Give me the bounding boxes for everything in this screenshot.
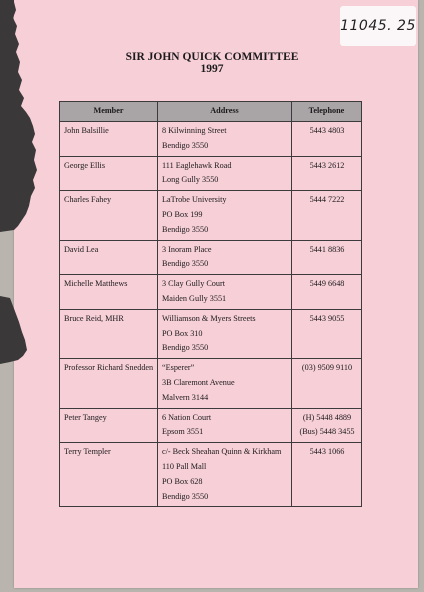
member-name: Michelle Matthews bbox=[60, 275, 158, 310]
table-row bbox=[60, 309, 362, 358]
address-line: Bendigo 3550 bbox=[162, 343, 209, 353]
address-line: 8 Kilwinning Street bbox=[162, 126, 227, 135]
table-row bbox=[60, 122, 362, 157]
archive-reference-tag bbox=[340, 6, 416, 46]
address-line: 110 Pall Mall bbox=[162, 461, 207, 471]
column-header-member: Member bbox=[60, 102, 158, 122]
address-line: Bendigo 3550 bbox=[162, 491, 209, 501]
member-address bbox=[158, 122, 292, 157]
member-telephone bbox=[292, 408, 362, 443]
member-address bbox=[158, 443, 292, 507]
member-name: Terry Templer bbox=[60, 443, 158, 507]
address-line: Bendigo 3550 bbox=[162, 140, 209, 150]
member-telephone bbox=[292, 275, 362, 310]
address-line: Long Gully 3550 bbox=[162, 175, 219, 185]
member-telephone bbox=[292, 359, 362, 408]
telephone-number: (H) 5448 4889 bbox=[302, 412, 352, 422]
committee-members-table bbox=[59, 101, 362, 507]
member-name: George Ellis bbox=[60, 156, 158, 191]
telephone-number: 5443 1066 bbox=[309, 447, 345, 457]
address-line: PO Box 310 bbox=[162, 328, 203, 338]
member-address bbox=[158, 240, 292, 275]
member-telephone bbox=[292, 240, 362, 275]
column-header-address: Address bbox=[158, 102, 292, 122]
address-line: Epsom 3551 bbox=[162, 427, 204, 437]
table-row bbox=[60, 191, 362, 240]
member-address bbox=[158, 359, 292, 408]
address-line: PO Box 628 bbox=[162, 476, 203, 486]
address-line: 111 Eaglehawk Road bbox=[162, 160, 232, 170]
telephone-number: 5443 2612 bbox=[309, 160, 345, 170]
member-name: Charles Fahey bbox=[60, 191, 158, 240]
telephone-number: 5449 6648 bbox=[309, 279, 345, 289]
document-year: 1997 bbox=[200, 63, 224, 75]
member-name: Professor Richard Snedden bbox=[60, 359, 158, 408]
address-line: Malvern 3144 bbox=[162, 392, 209, 402]
member-address bbox=[158, 309, 292, 358]
address-line: 3B Claremont Avenue bbox=[162, 377, 235, 387]
table-row bbox=[60, 275, 362, 310]
telephone-number: (Bus) 5448 3455 bbox=[299, 427, 355, 437]
telephone-number: 5441 8836 bbox=[309, 244, 345, 254]
table-row bbox=[60, 443, 362, 507]
member-telephone bbox=[292, 191, 362, 240]
member-address bbox=[158, 156, 292, 191]
address-line: PO Box 199 bbox=[162, 209, 203, 219]
address-line: 3 Inoram Place bbox=[162, 244, 212, 254]
table-header-row bbox=[60, 102, 362, 122]
telephone-number: (03) 9509 9110 bbox=[301, 363, 353, 373]
member-name: Peter Tangey bbox=[60, 408, 158, 443]
address-line: 3 Clay Gully Court bbox=[162, 279, 225, 289]
archive-reference-number: 11045. 25 bbox=[340, 18, 416, 34]
table-row bbox=[60, 408, 362, 443]
member-telephone bbox=[292, 309, 362, 358]
address-line: Williamson & Myers Streets bbox=[162, 313, 256, 323]
document-title: SIR JOHN QUICK COMMITTEE bbox=[125, 51, 299, 63]
address-line: Maiden Gully 3551 bbox=[162, 293, 227, 303]
table-row bbox=[60, 156, 362, 191]
address-line: LaTrobe University bbox=[162, 195, 227, 205]
member-address bbox=[158, 275, 292, 310]
member-name: Bruce Reid, MHR bbox=[60, 309, 158, 358]
member-name: David Lea bbox=[60, 240, 158, 275]
member-address bbox=[158, 191, 292, 240]
member-address bbox=[158, 408, 292, 443]
address-line: c/- Beck Sheahan Quinn & Kirkham bbox=[162, 447, 282, 457]
member-telephone bbox=[292, 156, 362, 191]
member-telephone bbox=[292, 443, 362, 507]
member-telephone bbox=[292, 122, 362, 157]
column-header-telephone: Telephone bbox=[292, 102, 362, 122]
member-name: John Balsillie bbox=[60, 122, 158, 157]
telephone-number: 5444 7222 bbox=[309, 195, 345, 205]
telephone-number: 5443 4803 bbox=[309, 126, 345, 135]
address-line: Bendigo 3550 bbox=[162, 259, 209, 269]
address-line: Bendigo 3550 bbox=[162, 224, 209, 234]
telephone-number: 5443 9055 bbox=[309, 313, 345, 323]
table-row bbox=[60, 359, 362, 408]
table-row bbox=[60, 240, 362, 275]
address-line: 6 Nation Court bbox=[162, 412, 212, 422]
address-line: “Esperer” bbox=[162, 363, 195, 373]
